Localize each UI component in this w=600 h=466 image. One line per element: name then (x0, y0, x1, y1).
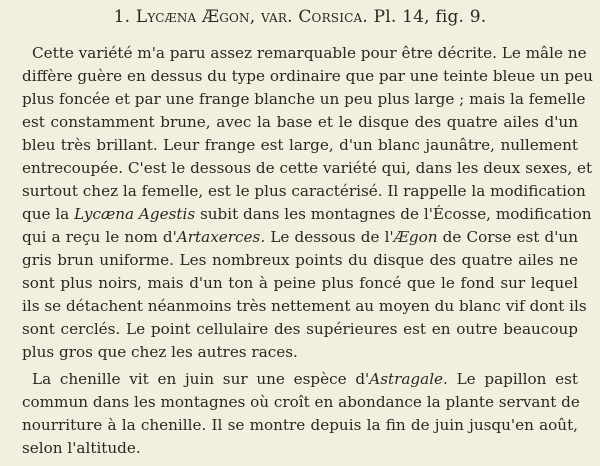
heading-species: Ægon (202, 7, 250, 27)
text-line: sont cerclés. Le point cellulaire des supérieures est en outre beaucoup (22, 320, 578, 338)
text-line: selon l'altitude. (22, 439, 141, 457)
text-line: commun dans les montagnes où croît en abondance la plante servant de (22, 393, 580, 411)
text-line: sont plus noirs, mais d'un ton à peine plus foncé que le fond sur lequel (22, 274, 578, 292)
text-line: plus foncée et par une frange blanche un peu plus large ; mais la femelle (22, 90, 586, 108)
italic-term: Lycæna Agestis (74, 205, 196, 223)
text-line: qui a reçu le nom d'Artaxerces. Le dessous de l'Ægon de Corse est d'un (22, 228, 578, 246)
heading-number: 1. (113, 7, 131, 27)
body-text (22, 42, 593, 460)
species-heading (22, 6, 578, 28)
heading-plate: Pl. 14, fig. 9. (373, 7, 487, 27)
text-line: bleu très brillant. Leur frange est large, d'un blanc jaunâtre, nullement (22, 136, 578, 154)
italic-term: Astragale. (369, 370, 448, 388)
paragraph (22, 42, 593, 364)
paragraph (22, 368, 578, 460)
italic-term: Artaxerces. (176, 228, 266, 246)
heading-genus: Lycæna (135, 7, 197, 27)
text-line: diffère guère en dessus du type ordinaire que par une teinte bleue un peu (22, 67, 593, 85)
text-line: plus gros que chez les autres races. (22, 343, 298, 361)
text-line: gris brun uniforme. Les nombreux points du disque des quatre ailes ne (22, 251, 578, 269)
text-line: nourriture à la chenille. Il se montre depuis la fin de juin jusqu'en août, (22, 416, 578, 434)
text-line: entrecoupée. C'est le dessous de cette variété qui, dans les deux sexes, et (22, 159, 593, 177)
text-line: est constamment brune, avec la base et le disque des quatre ailes d'un (22, 113, 578, 131)
italic-term: Ægon (393, 228, 438, 246)
text-line: La chenille vit en juin sur une espèce d'Astragale. Le papillon est (32, 370, 578, 388)
heading-variety: , var. Corsica. (249, 7, 369, 27)
text-line: Cette variété m'a paru assez remarquable pour être décrite. Le mâle ne (32, 44, 587, 62)
text-line: que la Lycæna Agestis subit dans les montagnes de l'Écosse, modification (22, 205, 592, 223)
text-line: surtout chez la femelle, est le plus caractérisé. Il rappelle la modification (22, 182, 586, 200)
text-line: ils se détachent néanmoins très nettement au moyen du blanc vif dont ils (22, 297, 587, 315)
